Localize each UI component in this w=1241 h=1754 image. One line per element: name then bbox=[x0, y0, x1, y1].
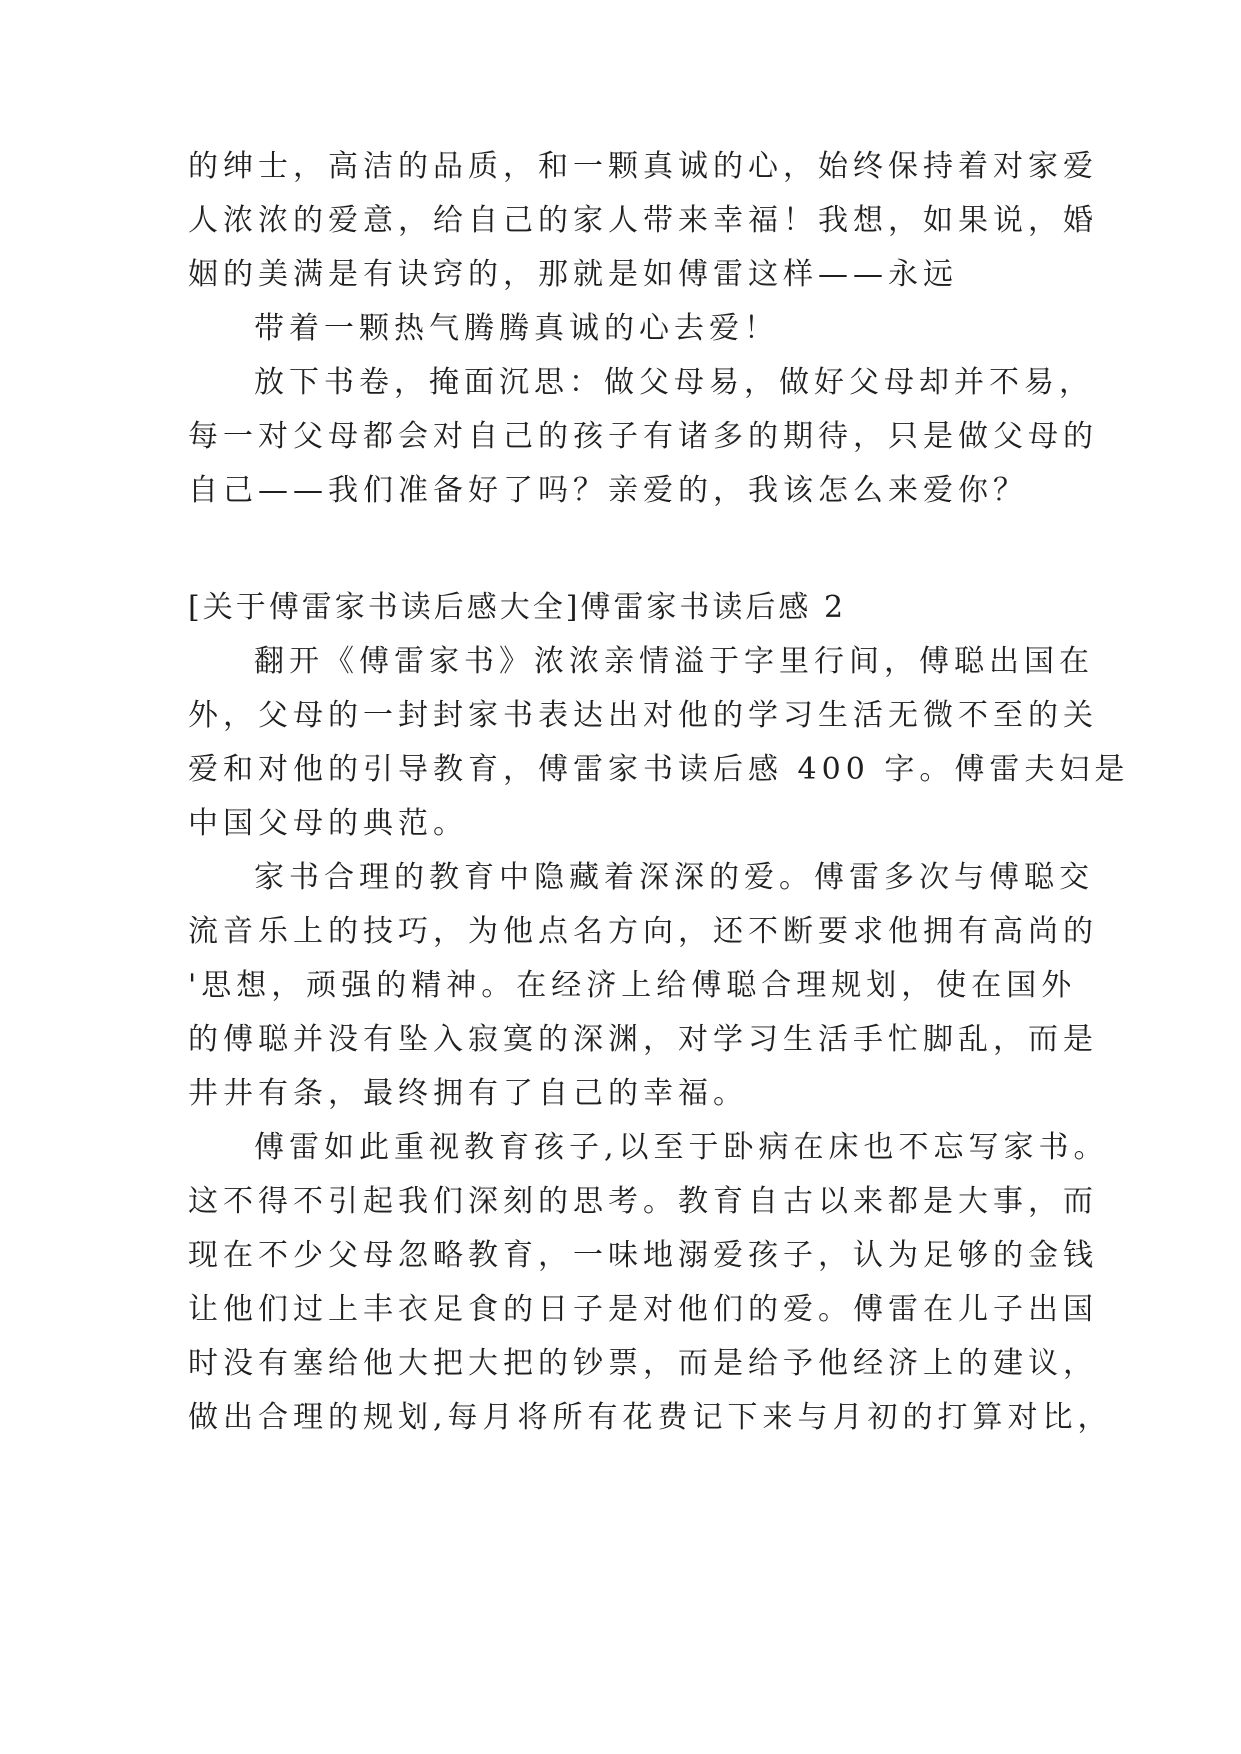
text-line: 放下书卷，掩面沉思：做父母易，做好父母却并不易， bbox=[254, 365, 1094, 400]
text-line: 每一对父母都会对自己的孩子有诸多的期待，只是做父母的 bbox=[188, 419, 1098, 454]
text-line: 现在不少父母忽略教育，一味地溺爱孩子，认为足够的金钱 bbox=[188, 1238, 1098, 1273]
text-line: 爱和对他的引导教育，傅雷家书读后感 400 字。傅雷夫妇是 bbox=[188, 752, 1130, 787]
text-line: 的傅聪并没有坠入寂寞的深渊，对学习生活手忙脚乱，而是 bbox=[188, 1022, 1098, 1057]
text-line: 人浓浓的爱意，给自己的家人带来幸福！我想，如果说，婚 bbox=[188, 203, 1098, 238]
text-line: 翻开《傅雷家书》浓浓亲情溢于字里行间，傅聪出国在 bbox=[254, 644, 1094, 679]
text-line: 这不得不引起我们深刻的思考。教育自古以来都是大事，而 bbox=[188, 1184, 1098, 1219]
text-line: 井井有条，最终拥有了自己的幸福。 bbox=[188, 1076, 748, 1111]
text-line: 流音乐上的技巧，为他点名方向，还不断要求他拥有高尚的 bbox=[188, 914, 1098, 949]
text-line: 家书合理的教育中隐藏着深深的爱。傅雷多次与傅聪交 bbox=[254, 860, 1094, 895]
text-line: 做出合理的规划,每月将所有花费记下来与月初的打算对比， bbox=[188, 1400, 1113, 1435]
text-line: 带着一颗热气腾腾真诚的心去爱！ bbox=[254, 311, 779, 346]
text-line: '思想，顽强的精神。在经济上给傅聪合理规划，使在国外 bbox=[188, 968, 1077, 1003]
text-line: 傅雷如此重视教育孩子,以至于卧病在床也不忘写家书。 bbox=[254, 1130, 1109, 1165]
text-line: 姻的美满是有诀窍的，那就是如傅雷这样——永远 bbox=[188, 257, 958, 292]
text-line: 时没有塞给他大把大把的钞票，而是给予他经济上的建议， bbox=[188, 1346, 1098, 1381]
text-line: 的绅士，高洁的品质，和一颗真诚的心，始终保持着对家爱 bbox=[188, 149, 1098, 184]
section-heading: [关于傅雷家书读后感大全]傅雷家书读后感 2 bbox=[188, 590, 847, 625]
text-line: 让他们过上丰衣足食的日子是对他们的爱。傅雷在儿子出国 bbox=[188, 1292, 1098, 1327]
text-line: 自己——我们准备好了吗？亲爱的，我该怎么来爱你？ bbox=[188, 473, 1028, 508]
text-line: 外，父母的一封封家书表达出对他的学习生活无微不至的关 bbox=[188, 698, 1098, 733]
text-line: 中国父母的典范。 bbox=[188, 806, 468, 841]
